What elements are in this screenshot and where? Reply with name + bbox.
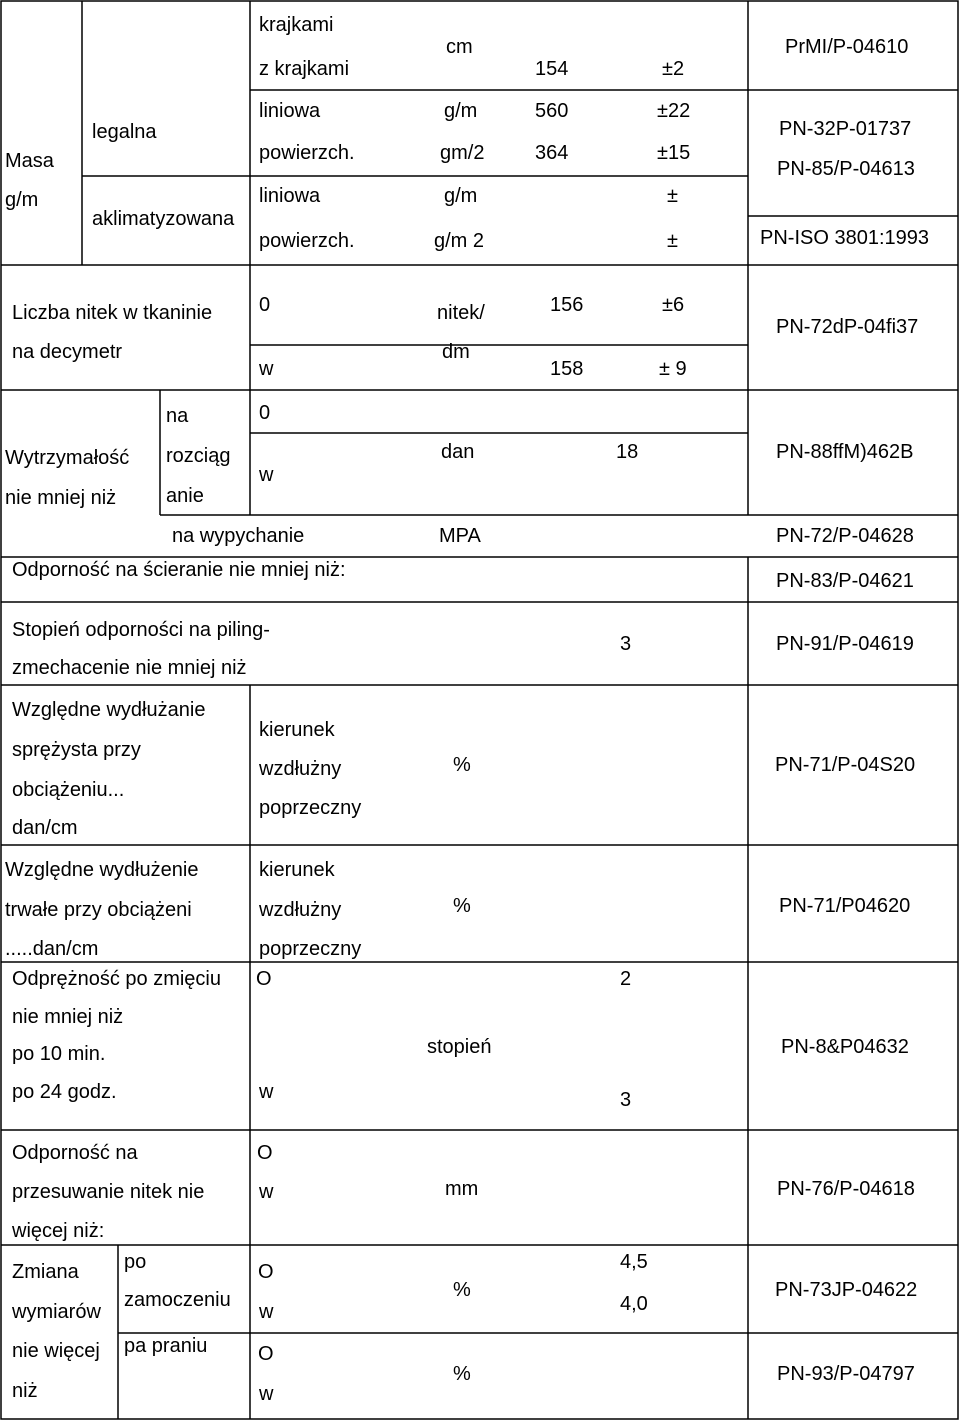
liczba-norm: PN-72dP-04fi37 (776, 316, 919, 338)
zmiana-dir: O (258, 1343, 274, 1365)
scieranie-norm: PN-83/P-04621 (776, 570, 914, 592)
masa-unit: gm/2 (440, 142, 485, 164)
masa-tolerance: ±15 (657, 142, 691, 164)
liczba-unit: nitek/ (437, 302, 485, 324)
przesuwanie-label: Odporność na (12, 1142, 138, 1164)
odpreznosc-label: Odprężność po zmięciu (12, 968, 221, 990)
sprezyste-label: Względne wydłużanie (12, 699, 206, 721)
odpreznosc-dir: O (256, 968, 272, 990)
przesuwanie-dir: w (259, 1181, 274, 1203)
przesuwanie-dir: O (257, 1142, 273, 1164)
sprezyste-unit: % (453, 754, 471, 776)
masa-aklimatyzowana: aklimatyzowana (92, 208, 235, 230)
zmiana-label: Zmiana (12, 1261, 79, 1283)
masa-norm: PN-32P-01737 (779, 118, 912, 140)
scieranie-label: Odporność na ścieranie nie mniej niż: (12, 559, 346, 581)
masa-value: 560 (535, 100, 569, 122)
wytrzymalosc-value: 18 (616, 441, 639, 463)
zmiana-label-2: wymiarów (12, 1301, 101, 1323)
wytrzymalosc-direction: w (259, 464, 274, 486)
zmiana-sub: zamoczeniu (124, 1289, 231, 1311)
trwale-dir: kierunek (259, 859, 335, 881)
zmiana-unit: % (453, 1363, 471, 1385)
liczba-direction: w (259, 358, 274, 380)
masa-tolerance: ±22 (657, 100, 691, 122)
liczba-tolerance: ± 9 (659, 358, 687, 380)
przesuwanie-label-2: przesuwanie nitek nie (12, 1181, 205, 1203)
liczba-tolerance: ±6 (662, 294, 685, 316)
wypychanie-unit: MPA (439, 525, 481, 547)
odpreznosc-unit: stopień (427, 1036, 492, 1058)
masa-norm: PN-85/P-04613 (777, 158, 915, 180)
zmiana-label-4: niż (12, 1380, 38, 1402)
przesuwanie-label-3: więcej niż: (12, 1220, 105, 1242)
wytrzymalosc-label: Wytrzymałość (5, 447, 130, 469)
trwale-dir: wzdłużny (259, 899, 342, 921)
wypychanie-label: na wypychanie (172, 525, 305, 547)
sprezyste-label-2: sprężysta przy (12, 739, 141, 761)
liczba-unit-2: dm (442, 341, 470, 363)
masa-norm: PrMI/P-04610 (785, 36, 909, 58)
piling-norm: PN-91/P-04619 (776, 633, 914, 655)
odpreznosc-norm: PN-8&P04632 (781, 1036, 909, 1058)
trwale-label-3: .....dan/cm (5, 938, 99, 960)
zmiana-norm: PN-93/P-04797 (777, 1363, 915, 1385)
zmiana-sub: po (124, 1251, 147, 1273)
zmiana-dir: w (259, 1383, 274, 1405)
masa-unit: g/m (444, 100, 478, 122)
sprezyste-label-4: dan/cm (12, 817, 78, 839)
masa-tolerance: ± (667, 230, 678, 252)
liczba-value: 158 (550, 358, 584, 380)
zmiana-norm: PN-73JP-04622 (775, 1279, 918, 1301)
liczba-value: 156 (550, 294, 584, 316)
piling-value: 3 (620, 633, 632, 655)
odpreznosc-label-3: po 10 min. (12, 1043, 106, 1065)
zmiana-dir: w (259, 1301, 274, 1323)
masa-tolerance: ± (667, 185, 678, 207)
odpreznosc-value: 3 (620, 1089, 632, 1111)
odpreznosc-value: 2 (620, 968, 632, 990)
zmiana-label-3: nie więcej (12, 1340, 100, 1362)
masa-unit: g/m (444, 185, 478, 207)
trwale-dir: poprzeczny (259, 938, 362, 960)
masa-value: 154 (535, 58, 569, 80)
masa-type: liniowa (259, 100, 321, 122)
liczba-label-2: na decymetr (12, 341, 123, 363)
liczba-direction: 0 (259, 294, 271, 316)
masa-unit: g/m 2 (434, 230, 485, 252)
masa-type: z krajkami (259, 58, 350, 80)
trwale-label: Względne wydłużenie (5, 859, 199, 881)
sprezyste-dir: kierunek (259, 719, 335, 741)
trwale-norm: PN-71/P04620 (779, 895, 911, 917)
sprezyste-norm: PN-71/P-04S20 (775, 754, 916, 776)
wytrzymalosc-norm: PN-88ffM)462B (776, 441, 914, 463)
masa-norm: PN-ISO 3801:1993 (760, 227, 929, 249)
masa-value: 364 (535, 142, 569, 164)
masa-tolerance: ±2 (662, 58, 685, 80)
wytrzymalosc-label-2: nie mniej niż (5, 487, 117, 509)
przesuwanie-unit: mm (445, 1178, 479, 1200)
masa-legalna: legalna (92, 121, 157, 143)
trwale-unit: % (453, 895, 471, 917)
sprezyste-dir: wzdłużny (259, 758, 342, 780)
masa-unit-label: g/m (5, 189, 39, 211)
piling-label: Stopień odporności na piling- (12, 619, 270, 641)
zmiana-dir: O (258, 1261, 274, 1283)
wytrzymalosc-sub: rozciąg (166, 445, 231, 467)
masa-type: krajkami (259, 14, 334, 36)
trwale-label-2: trwałe przy obciążeni (5, 899, 192, 921)
wytrzymalosc-unit: dan (441, 441, 475, 463)
sprezyste-dir: poprzeczny (259, 797, 362, 819)
wytrzymalosc-sub: anie (166, 485, 204, 507)
masa-type: powierzch. (259, 230, 355, 252)
odpreznosc-dir: w (259, 1081, 274, 1103)
wypychanie-norm: PN-72/P-04628 (776, 525, 914, 547)
wytrzymalosc-direction: 0 (259, 402, 271, 424)
zmiana-value: 4,5 (620, 1251, 648, 1273)
odpreznosc-label-4: po 24 godz. (12, 1081, 117, 1103)
liczba-label: Liczba nitek w tkaninie (12, 302, 213, 324)
zmiana-value: 4,0 (620, 1293, 648, 1315)
przesuwanie-norm: PN-76/P-04618 (777, 1178, 915, 1200)
piling-label-2: zmechacenie nie mniej niż (12, 657, 247, 679)
masa-type: powierzch. (259, 142, 355, 164)
masa-type: liniowa (259, 185, 321, 207)
zmiana-sub: pa praniu (124, 1335, 208, 1357)
sprezyste-label-3: obciążeniu... (12, 779, 125, 801)
odpreznosc-label-2: nie mniej niż (12, 1006, 124, 1028)
masa-unit: cm (446, 36, 473, 58)
masa-label: Masa (5, 150, 54, 172)
zmiana-unit: % (453, 1279, 471, 1301)
wytrzymalosc-sub: na (166, 405, 189, 427)
